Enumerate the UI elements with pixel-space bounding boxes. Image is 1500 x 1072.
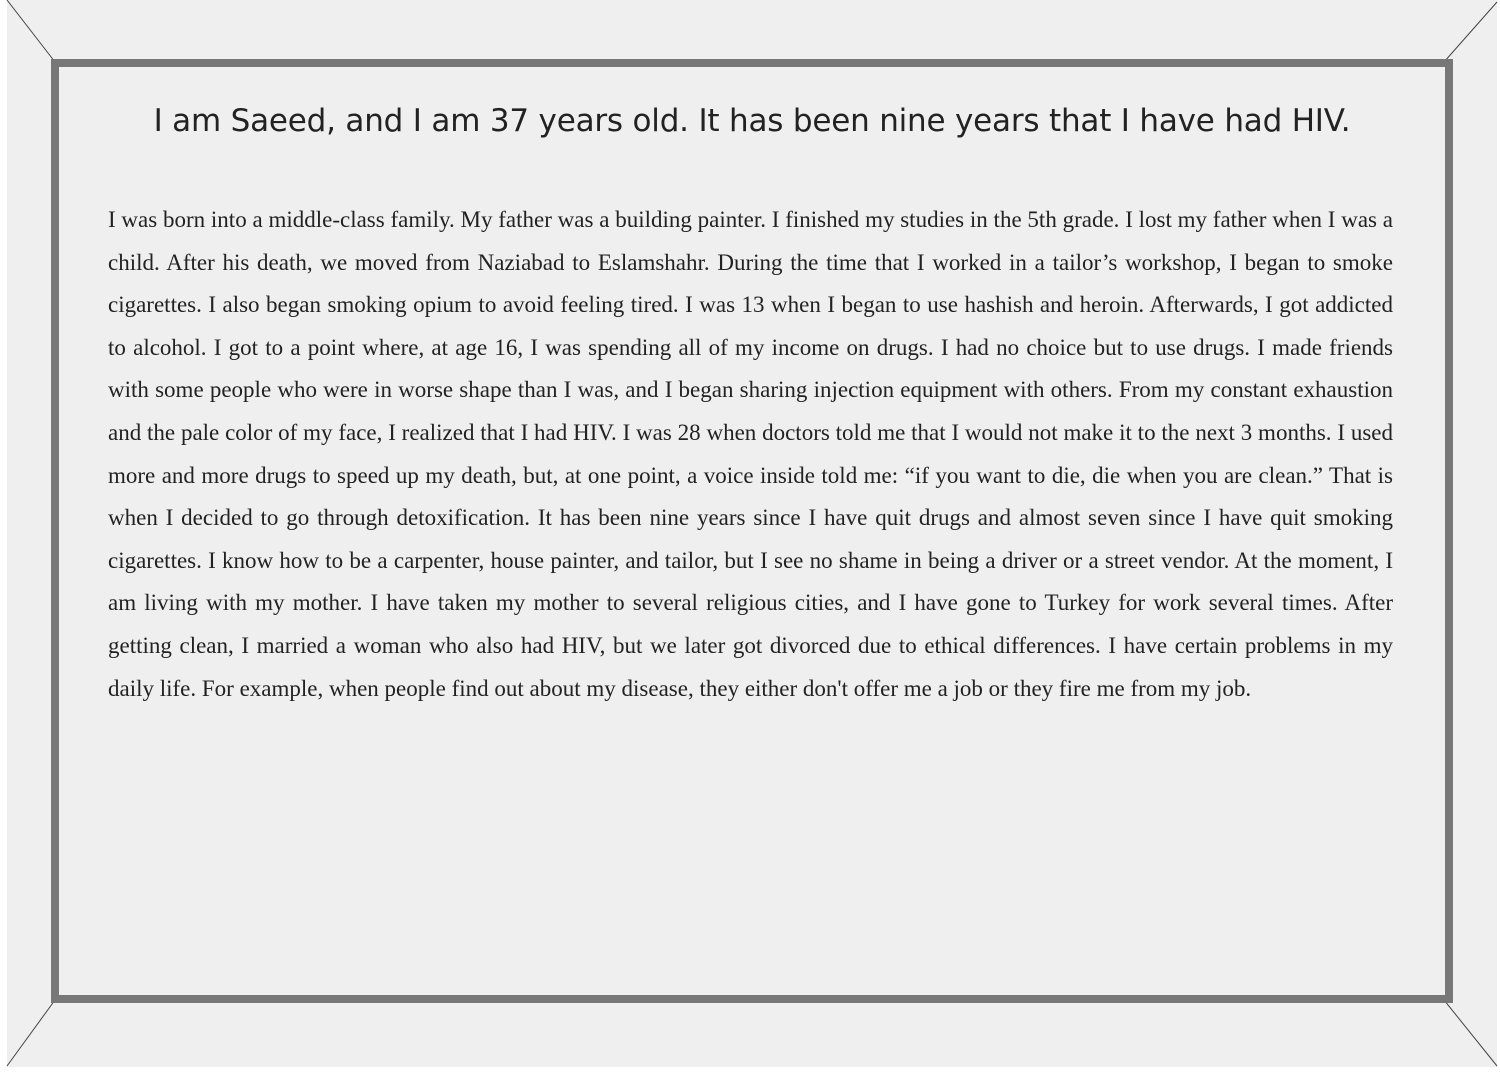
body-paragraph: I was born into a middle-class family. My father was a building painter. I finished my studies in the 5th grade. I lost my father when I was a child. After his death, we moved from Naziabad to Eslamshahr. During the time that I worked in a tailor’s workshop, I began to smoke cigarettes. I also began smoking opium to avoid feeling tired. I was 13 when I began to use hashish and heroin. Afterwards, I got addicted to alcohol. I got to a point where, at age 16, I was spending all of my income on drugs. I had no choice but to use drugs. I made friends with some people who were in worse shape than I was, and I began sharing injection equipment with others. From my constant exhaustion and the pale color of my face, I realized that I had HIV. I was 28 when doctors told me that I would not make it to the next 3 months. I used more and more drugs to speed up my death, but, at one point, a voice inside told me: “if you want to die, die when you are clean.” That is when I decided to go through detoxification. It has been nine years since I have quit drugs and almost seven since I have quit smoking cigarettes. I know how to be a carpenter, house painter, and tailor, but I see no shame in being a driver or a street vendor. At the moment, I am living with my mother. I have taken my mother to several religious cities, and I have gone to Turkey for work several times. After getting clean, I married a woman who also had HIV, but we later got divorced due to ethical differences. I have certain problems in my daily life. For example, when people find out about my disease, they either don't offer me a job or they fire me from my job. (108, 207, 1393, 701)
corner-line-top-right (1444, 2, 1497, 62)
page-title: I am Saeed, and I am 37 years old. It has been nine years that I have had HIV. (153, 103, 1351, 139)
text-panel (51, 59, 1453, 1003)
corner-line-bottom-left (7, 1000, 55, 1066)
corner-line-top-left (7, 0, 55, 62)
corner-line-bottom-right (1444, 1000, 1497, 1066)
